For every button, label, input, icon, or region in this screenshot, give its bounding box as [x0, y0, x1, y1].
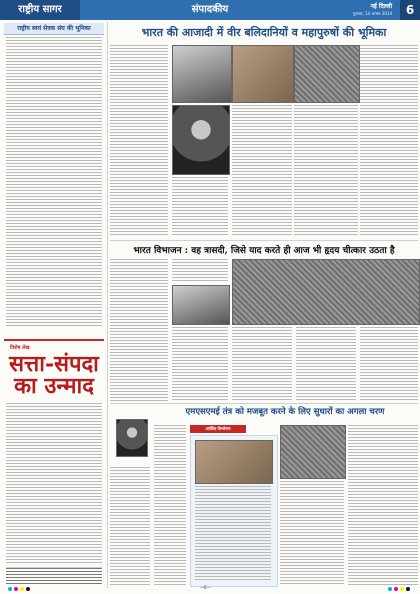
registration-dot	[26, 587, 30, 591]
registration-dot	[388, 587, 392, 591]
photo-factory-workers	[195, 440, 273, 484]
registration-dot	[8, 587, 12, 591]
footer-page-marker: —6—	[200, 585, 211, 590]
story1-column5	[360, 45, 418, 237]
page-footer	[0, 584, 420, 594]
opinion-box	[4, 339, 104, 592]
opinion-body	[6, 403, 102, 563]
page-header	[0, 0, 420, 20]
story3-column5	[348, 425, 418, 585]
left-article-heading: राष्ट्रीय स्वयं सेवक संघ की भूमिका	[4, 23, 104, 35]
story2-column2	[172, 327, 228, 401]
story1-column2	[172, 177, 228, 237]
headline-msme: एमएसएमई तंत्र को मजबूत करने के लिए सुधारों का अगला चरण	[185, 407, 385, 417]
registration-dot	[20, 587, 24, 591]
story3-column1	[110, 467, 150, 585]
story3-column2	[154, 425, 186, 585]
opinion-kicker: विशेष लेख	[10, 345, 30, 351]
story-divider	[110, 403, 418, 404]
photo-refugees	[172, 285, 230, 325]
headline-partition: भारत विभाजन : वह त्रासदी, जिसे याद करते ही आज भी हृदय चीत्कार उठता है	[133, 246, 395, 256]
date-line: गुरुवार, 14 अगस्त 2014	[352, 11, 392, 16]
story3-column4	[280, 481, 344, 585]
photo-author	[116, 419, 148, 457]
page-number: 6	[400, 0, 420, 20]
photo-partition-train	[232, 259, 420, 325]
story2-column5	[360, 327, 418, 401]
story2-column2-top	[172, 259, 228, 281]
column-divider	[107, 22, 108, 588]
photo-bhagat-singh	[172, 105, 230, 175]
photo-msme-factory	[280, 425, 346, 479]
registration-dot	[406, 587, 410, 591]
left-article-body	[6, 37, 102, 327]
registration-dot	[394, 587, 398, 591]
opinion-title-line1: सत्ता-संपदा	[9, 351, 99, 377]
analysis-panel	[190, 435, 278, 587]
headline-freedom-struggle: भारत की आजादी में वीर बलिदानियों व महापुरुषों की भूमिका	[141, 26, 387, 39]
opinion-title	[8, 353, 100, 397]
registration-dot	[400, 587, 404, 591]
story2-column1	[110, 259, 168, 401]
analysis-tag: आर्थिक विश्लेषण	[190, 425, 246, 433]
photo-leaders-group	[232, 45, 294, 103]
story1-column1	[110, 45, 168, 237]
registration-dot	[14, 587, 18, 591]
photo-independence-rally	[294, 45, 360, 103]
story2-column4	[296, 327, 356, 401]
analysis-panel-body	[195, 486, 271, 580]
paper-name: राष्ट्रीय सागर	[0, 0, 80, 20]
story2-column3	[232, 327, 292, 401]
city-label: नई दिल्ली	[370, 3, 392, 10]
opinion-title-line2: का उन्माद	[14, 373, 94, 399]
left-column	[4, 23, 104, 590]
story1-column3	[232, 105, 292, 237]
main-area	[110, 23, 418, 590]
story1-column4	[294, 105, 358, 237]
photo-freedom-fighter	[172, 45, 232, 103]
section-title: संपादकीय	[191, 4, 229, 15]
story-divider	[110, 240, 418, 241]
